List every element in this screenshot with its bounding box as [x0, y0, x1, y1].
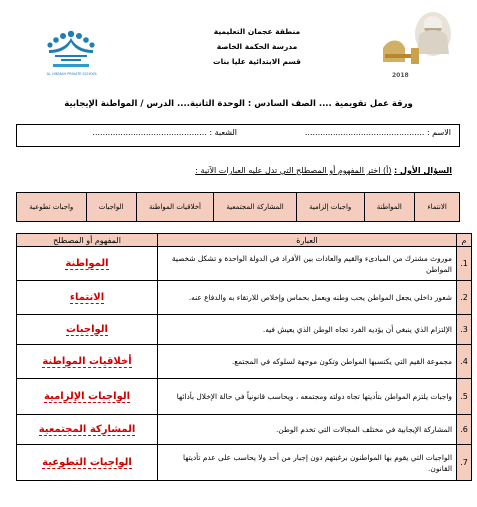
row-number: 6. [457, 415, 472, 445]
row-statement: واجبات يلتزم المواطن بتأديتها تجاه دولته ومجتمعه ، ويحاسب قانونياً في حالة الإخلال بأدائها [158, 379, 457, 415]
student-name-field[interactable]: الاسم : ............................................... [304, 128, 451, 137]
word-bank-item: واجبات تطوعية [17, 193, 86, 221]
question-heading [195, 166, 452, 175]
zayed-year: 2018 [392, 72, 409, 79]
row-answer-text: أخلاقيات المواطنة [42, 356, 132, 367]
word-bank-item: أخلاقيات المواطنة [136, 193, 213, 221]
row-number: 1. [457, 247, 472, 281]
school-header [182, 24, 332, 69]
table-row [17, 445, 472, 481]
word-bank-item: المشاركة المجتمعية [213, 193, 296, 221]
header-region: منطقة عجمان التعليمية [213, 27, 301, 36]
column-header-answer: المفهوم أو المصطلح [17, 234, 158, 247]
header-department: قسم الابتدائية عليا بنات [213, 57, 301, 66]
word-bank [16, 192, 460, 222]
header-school: مدرسة الحكمة الخاصة [216, 42, 298, 51]
row-number: 7. [457, 445, 472, 481]
row-answer[interactable] [17, 415, 158, 445]
row-answer[interactable] [17, 379, 158, 415]
word-bank-item: واجبات إلزامية [296, 193, 364, 221]
row-statement: المشاركة الإيجابية في مختلف المجالات التي تخدم الوطن. [158, 415, 457, 445]
row-number: 2. [457, 281, 472, 315]
table-row [17, 281, 472, 315]
student-section-field[interactable]: الشعبة : ............................................. [92, 128, 237, 137]
zayed-year-logo-icon [375, 8, 461, 78]
row-number: 5. [457, 379, 472, 415]
row-statement: الواجبات التي يقوم بها المواطنون برغبتهم دون إجبار من أحد ولا يحاسب على عدم تأديتها القانون. [158, 445, 457, 481]
row-statement: شعور داخلي يجعل المواطن يحب وطنه ويعمل بحماس وإخلاص للارتقاء به والدفاع عنه. [158, 281, 457, 315]
table-header-row [17, 234, 472, 247]
row-answer-text: المشاركة المجتمعية [38, 424, 136, 435]
table-row [17, 379, 472, 415]
column-header-statement: العبارة [158, 234, 457, 247]
row-answer-text: الانتماء [69, 292, 105, 303]
row-answer-text: الواجبات [66, 324, 108, 335]
school-logo-icon [37, 28, 105, 72]
row-answer[interactable] [17, 445, 158, 481]
row-answer[interactable] [17, 345, 158, 379]
question-text: (أ) اختر المفهوم أو المصطلح التي تدل عليه العبارات الآتية : [195, 166, 392, 175]
table-row [17, 415, 472, 445]
table-row [17, 345, 472, 379]
question-label: السؤال الأول : [394, 166, 452, 175]
row-number: 3. [457, 315, 472, 345]
row-statement: الإلتزام الذي ينبغي أن يؤديه الفرد تجاه الوطن الذي يعيش فيه. [158, 315, 457, 345]
word-bank-item: المواطنة [364, 193, 415, 221]
row-statement: مجموعة القيم التي يكتسبها المواطن وتكون موجهة لسلوكه في المجتمع. [158, 345, 457, 379]
student-info-box [16, 124, 460, 147]
row-answer-text: الواجبات التطوعية [42, 457, 132, 468]
word-bank-item: الانتماء [414, 193, 459, 221]
table-row [17, 247, 472, 281]
row-answer-text: المواطنة [65, 258, 109, 269]
table-row [17, 315, 472, 345]
column-header-number: م [457, 234, 472, 247]
answers-table [16, 233, 472, 481]
row-number: 4. [457, 345, 472, 379]
word-bank-item: الواجبات [86, 193, 136, 221]
worksheet-title: ورقة عمل تقويمية .... الصف السادس : الوحدة الثانية.... الدرس / المواطنة الإيجابية [64, 99, 413, 109]
row-answer[interactable] [17, 247, 158, 281]
row-answer-text: الواجبات الإلزامية [43, 391, 131, 402]
row-statement: موروث مشترك من المبادىء والقيم والعادات بين الأفراد في الدولة الواحدة و تشكل شخصية المواطن [158, 247, 457, 281]
logo-caption: AL HIKMAH PRIVATE SCHOOL [46, 72, 98, 76]
row-answer[interactable] [17, 315, 158, 345]
row-answer[interactable] [17, 281, 158, 315]
